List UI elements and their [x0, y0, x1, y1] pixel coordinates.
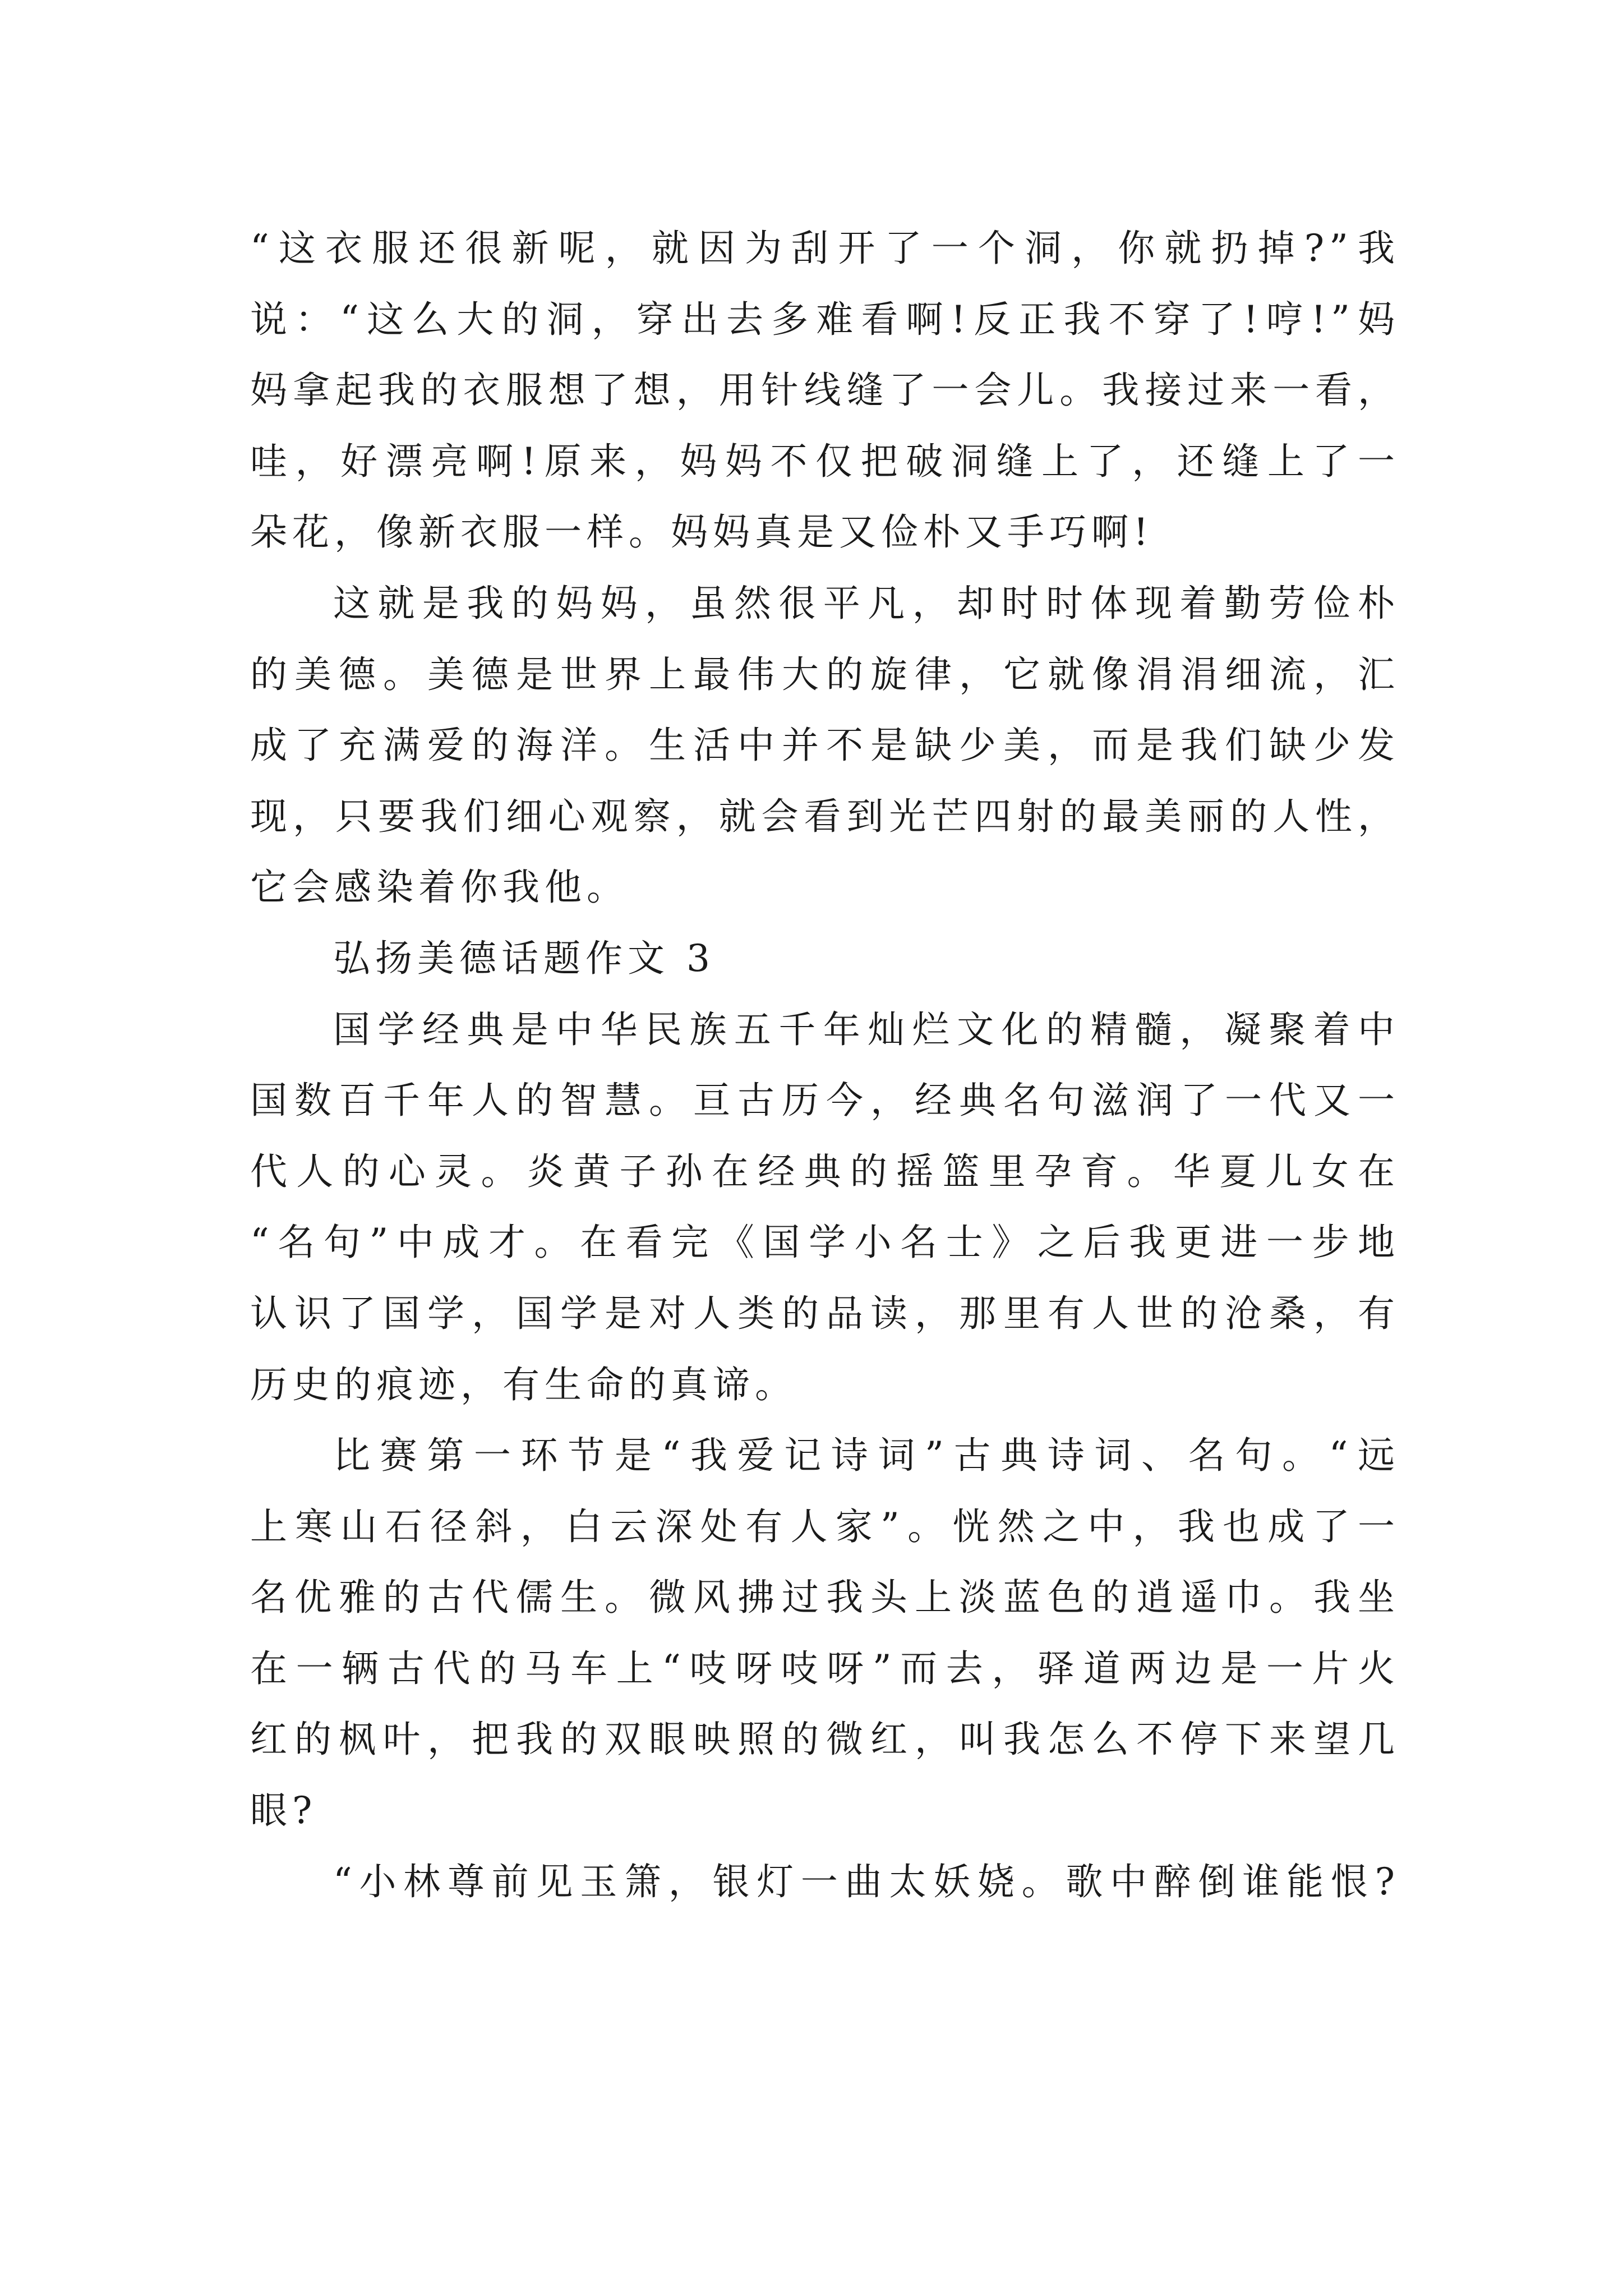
- text-line: 成了充满爱的海洋。生活中并不是缺少美，而是我们缺少发: [250, 724, 1400, 767]
- paragraph-first-line: 国学经典是中华民族五千年灿烂文化的精髓，凝聚着中: [333, 1007, 1400, 1051]
- text-line: 认识了国学，国学是对人类的品读，那里有人世的沧桑，有: [250, 1291, 1400, 1335]
- text-line: 妈拿起我的衣服想了想，用针线缝了一会儿。我接过来一看，: [250, 369, 1400, 412]
- text-line: 它会感染着你我他。: [250, 866, 629, 909]
- text-line: 历史的痕迹，有生命的真谛。: [250, 1363, 797, 1406]
- paragraph-first-line: 这就是我的妈妈，虽然很平凡，却时时体现着勤劳俭朴: [333, 581, 1400, 625]
- text-line: 的美德。美德是世界上最伟大的旋律，它就像涓涓细流，汇: [250, 652, 1400, 696]
- paragraph-first-line: “小林尊前见玉箫，银灯一曲太妖娆。歌中醉倒谁能恨?: [333, 1860, 1400, 1903]
- text-line: 哇，好漂亮啊!原来，妈妈不仅把破洞缝上了，还缝上了一: [250, 439, 1400, 483]
- text-line: 名优雅的古代儒生。微风拂过我头上淡蓝色的逍遥巾。我坐: [250, 1576, 1400, 1619]
- text-line: 上寒山石径斜，白云深处有人家”。恍然之中，我也成了一: [250, 1504, 1400, 1548]
- paragraph-first-line: 比赛第一环节是“我爱记诗词”古典诗词、名句。“远: [333, 1434, 1400, 1478]
- text-line: 国数百千年人的智慧。亘古历今，经典名句滋润了一代又一: [250, 1079, 1400, 1122]
- text-line: “这衣服还很新呢，就因为刮开了一个洞，你就扔掉?”我: [250, 227, 1400, 270]
- body-text: [250, 213, 1400, 1917]
- text-line: “名句”中成才。在看完《国学小名士》之后我更进一步地: [250, 1221, 1400, 1264]
- text-line: 现，只要我们细心观察，就会看到光芒四射的最美丽的人性，: [250, 794, 1400, 838]
- text-line: 在一辆古代的马车上“吱呀吱呀”而去，驿道两边是一片火: [250, 1646, 1400, 1690]
- section-heading: 弘扬美德话题作文 3: [333, 936, 715, 980]
- text-line: 朵花，像新衣服一样。妈妈真是又俭朴又手巧啊!: [250, 510, 1154, 554]
- text-line: 眼?: [250, 1789, 317, 1833]
- text-line: 说：“这么大的洞，穿出去多难看啊!反正我不穿了!哼!”妈: [250, 297, 1400, 341]
- text-line: 代人的心灵。炎黄子孙在经典的摇篮里孕育。华夏儿女在: [250, 1149, 1400, 1193]
- text-line: 红的枫叶，把我的双眼映照的微红，叫我怎么不停下来望几: [250, 1718, 1400, 1761]
